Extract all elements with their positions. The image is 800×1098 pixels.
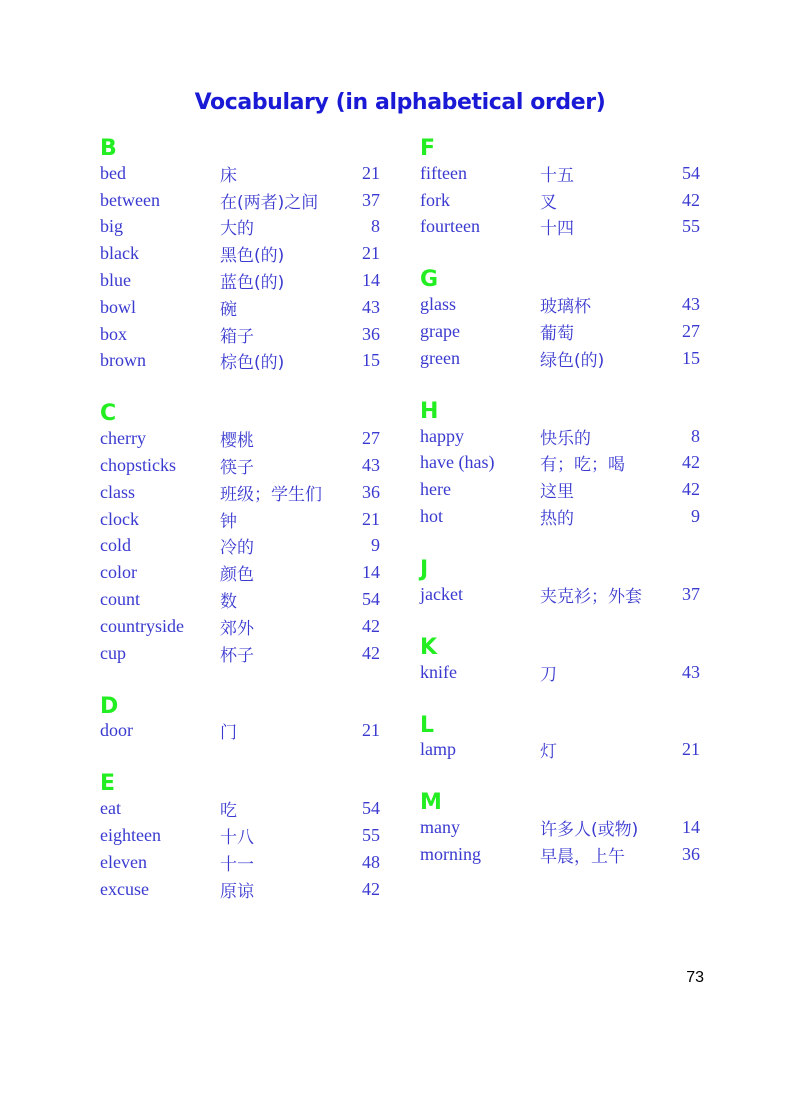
page-reference: 27 — [362, 428, 380, 449]
page-reference: 43 — [682, 661, 700, 682]
chinese-meaning: 绿色(的) — [540, 350, 605, 371]
page-reference: 54 — [682, 162, 700, 183]
page-reference: 48 — [362, 851, 380, 872]
vocab-entry — [420, 450, 705, 477]
chinese-meaning: 碗 — [220, 299, 237, 320]
chinese-meaning: 黑色(的) — [220, 246, 285, 267]
vocab-entry — [420, 841, 705, 868]
english-word: grape — [420, 321, 460, 342]
vocab-entry — [420, 214, 705, 241]
page-reference: 8 — [691, 425, 700, 446]
page-reference: 42 — [682, 189, 700, 210]
chinese-meaning: 十八 — [220, 828, 254, 849]
english-word: door — [100, 720, 133, 741]
vocab-entry — [420, 291, 705, 318]
english-word: glass — [420, 294, 456, 315]
vocab-entry — [100, 160, 385, 187]
section-letter: M — [420, 790, 442, 816]
english-word: knife — [420, 661, 457, 682]
page-reference: 15 — [682, 347, 700, 368]
chinese-meaning: 灯 — [540, 742, 557, 763]
vocab-entry — [100, 214, 385, 241]
page-reference: 14 — [362, 562, 380, 583]
chinese-meaning: 叉 — [540, 192, 557, 213]
english-word: here — [420, 479, 451, 500]
vocab-entry — [100, 294, 385, 321]
english-word: lamp — [420, 739, 456, 760]
chinese-meaning: 杯子 — [220, 645, 254, 666]
english-word: clock — [100, 508, 139, 529]
english-word: happy — [420, 425, 464, 446]
english-word: chopsticks — [100, 455, 176, 476]
vocab-column-left — [100, 136, 385, 930]
chinese-meaning: 棕色(的) — [220, 353, 285, 374]
page-reference: 37 — [682, 583, 700, 604]
letter-section — [420, 713, 705, 764]
vocab-entry — [420, 423, 705, 450]
vocab-entry — [420, 814, 705, 841]
page-reference: 43 — [362, 455, 380, 476]
chinese-meaning: 早晨，上午 — [540, 847, 625, 868]
page-reference: 36 — [682, 844, 700, 865]
vocab-entry — [420, 659, 705, 686]
english-word: fork — [420, 189, 450, 210]
english-word: between — [100, 189, 160, 210]
page-reference: 14 — [682, 817, 700, 838]
vocab-entry — [100, 506, 385, 533]
english-word: brown — [100, 350, 146, 371]
chinese-meaning: 有；吃；喝 — [540, 455, 625, 476]
letter-section — [100, 136, 385, 374]
page-reference: 27 — [682, 321, 700, 342]
page-reference: 37 — [362, 189, 380, 210]
letter-section — [100, 771, 385, 902]
page-reference: 42 — [362, 642, 380, 663]
chinese-meaning: 玻璃杯 — [540, 297, 591, 318]
english-word: cherry — [100, 428, 146, 449]
section-letter: E — [100, 771, 116, 797]
page-reference: 8 — [371, 216, 380, 237]
vocab-entry — [100, 425, 385, 452]
chinese-meaning: 夹克衫；外套 — [540, 586, 642, 607]
english-word: bed — [100, 162, 126, 183]
english-word: cold — [100, 535, 131, 556]
section-letter: D — [100, 693, 119, 719]
page-reference: 21 — [362, 508, 380, 529]
english-word: green — [420, 347, 460, 368]
vocab-entry — [100, 613, 385, 640]
section-letter: J — [420, 556, 429, 582]
english-word: class — [100, 481, 135, 502]
english-word: jacket — [420, 583, 463, 604]
page-reference: 14 — [362, 270, 380, 291]
page-reference: 21 — [682, 739, 700, 760]
english-word: eat — [100, 798, 121, 819]
vocab-entry — [100, 187, 385, 214]
vocab-entry — [420, 187, 705, 214]
english-word: box — [100, 323, 127, 344]
english-word: many — [420, 817, 460, 838]
vocab-entry — [100, 718, 385, 745]
section-letter: L — [420, 712, 435, 738]
letter-section — [420, 635, 705, 686]
page-reference: 9 — [371, 535, 380, 556]
page-reference: 43 — [362, 296, 380, 317]
section-letter: K — [420, 634, 438, 660]
letter-section — [420, 267, 705, 371]
chinese-meaning: 箱子 — [220, 326, 254, 347]
section-letter: F — [420, 136, 436, 161]
letter-section — [420, 790, 705, 868]
chinese-meaning: 刀 — [540, 664, 557, 685]
vocab-entry — [100, 479, 385, 506]
vocab-entry — [100, 533, 385, 560]
chinese-meaning: 十五 — [540, 165, 574, 186]
vocab-entry — [100, 795, 385, 822]
page-reference: 42 — [682, 452, 700, 473]
english-word: color — [100, 562, 137, 583]
page-reference: 21 — [362, 162, 380, 183]
section-letter: G — [420, 267, 439, 293]
english-word: bowl — [100, 296, 136, 317]
chinese-meaning: 颜色 — [220, 565, 254, 586]
vocab-entry — [100, 586, 385, 613]
page-reference: 55 — [682, 216, 700, 237]
vocab-entry — [420, 318, 705, 345]
chinese-meaning: 门 — [220, 723, 237, 744]
chinese-meaning: 筷子 — [220, 458, 254, 479]
english-word: excuse — [100, 878, 149, 899]
chinese-meaning: 十一 — [220, 854, 254, 875]
page-reference: 42 — [682, 479, 700, 500]
chinese-meaning: 班级；学生们 — [220, 484, 322, 505]
section-letter: B — [100, 136, 117, 161]
english-word: countryside — [100, 615, 184, 636]
english-word: black — [100, 243, 139, 264]
english-word: morning — [420, 844, 481, 865]
page-reference: 15 — [362, 350, 380, 371]
page-reference: 9 — [691, 506, 700, 527]
vocab-entry — [100, 348, 385, 375]
chinese-meaning: 热的 — [540, 509, 574, 530]
chinese-meaning: 葡萄 — [540, 324, 574, 345]
chinese-meaning: 钟 — [220, 511, 237, 532]
chinese-meaning: 吃 — [220, 801, 237, 822]
vocab-entry — [100, 876, 385, 903]
english-word: have (has) — [420, 452, 495, 473]
chinese-meaning: 原谅 — [220, 881, 254, 902]
vocab-entry — [100, 240, 385, 267]
vocab-entry — [100, 640, 385, 667]
english-word: cup — [100, 642, 126, 663]
letter-section — [100, 401, 385, 666]
letter-section — [420, 557, 705, 608]
english-word: count — [100, 589, 140, 610]
page-reference: 42 — [362, 878, 380, 899]
page-number: 73 — [686, 969, 704, 986]
chinese-meaning: 樱桃 — [220, 431, 254, 452]
chinese-meaning: 冷的 — [220, 538, 254, 559]
english-word: blue — [100, 270, 131, 291]
letter-section — [420, 399, 705, 530]
vocab-entry — [100, 822, 385, 849]
page-reference: 21 — [362, 243, 380, 264]
chinese-meaning: 十四 — [540, 219, 574, 240]
page-reference: 36 — [362, 323, 380, 344]
page-reference: 43 — [682, 294, 700, 315]
english-word: eighteen — [100, 825, 161, 846]
vocab-entry — [420, 503, 705, 530]
vocab-entry — [420, 160, 705, 187]
chinese-meaning: 快乐的 — [540, 428, 591, 449]
vocab-column-right — [420, 136, 705, 895]
chinese-meaning: 数 — [220, 592, 237, 613]
english-word: eleven — [100, 851, 147, 872]
chinese-meaning: 蓝色(的) — [220, 273, 285, 294]
english-word: fifteen — [420, 162, 467, 183]
page-reference: 42 — [362, 615, 380, 636]
page-reference: 36 — [362, 481, 380, 502]
letter-section — [420, 136, 705, 240]
page-reference: 21 — [362, 720, 380, 741]
english-word: big — [100, 216, 124, 237]
vocab-entry — [100, 267, 385, 294]
chinese-meaning: 在(两者)之间 — [220, 192, 319, 213]
page-reference: 54 — [362, 589, 380, 610]
section-letter: H — [420, 398, 439, 424]
vocab-entry — [420, 581, 705, 608]
english-word: hot — [420, 506, 444, 527]
vocab-entry — [420, 476, 705, 503]
chinese-meaning: 许多人(或物) — [540, 820, 639, 841]
page-title: Vocabulary (in alphabetical order) — [194, 90, 606, 115]
vocab-entry — [100, 849, 385, 876]
vocab-entry — [420, 737, 705, 764]
chinese-meaning: 大的 — [220, 219, 254, 240]
english-word: fourteen — [420, 216, 480, 237]
letter-section — [100, 694, 385, 745]
vocab-entry — [420, 345, 705, 372]
page-reference: 54 — [362, 798, 380, 819]
vocab-entry — [100, 452, 385, 479]
page-reference: 55 — [362, 825, 380, 846]
vocab-entry — [100, 559, 385, 586]
vocab-entry — [100, 321, 385, 348]
chinese-meaning: 郊外 — [220, 618, 254, 639]
chinese-meaning: 床 — [220, 165, 237, 186]
chinese-meaning: 这里 — [540, 482, 574, 503]
section-letter: C — [100, 401, 117, 427]
